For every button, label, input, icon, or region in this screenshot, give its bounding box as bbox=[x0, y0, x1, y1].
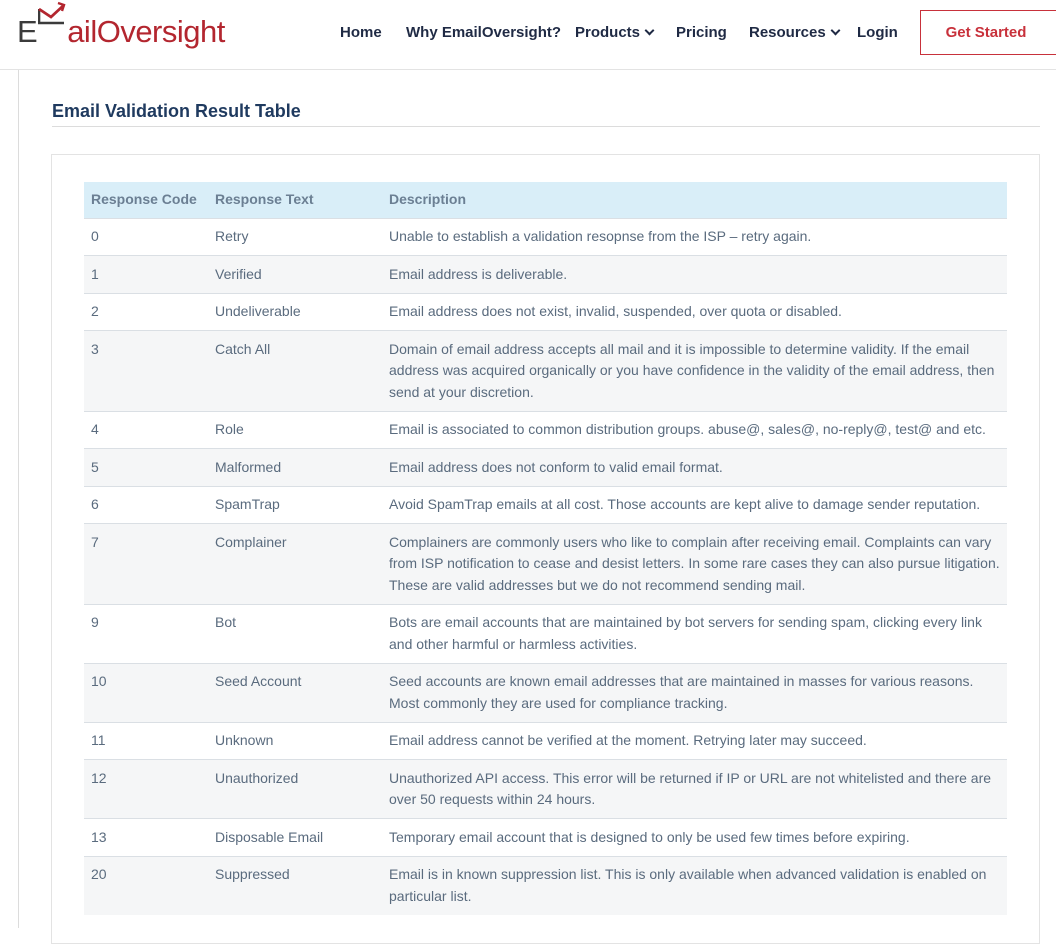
cell-text: Malformed bbox=[208, 449, 382, 487]
validation-result-table bbox=[84, 182, 1007, 915]
table-row bbox=[84, 256, 1007, 294]
table-row bbox=[84, 722, 1007, 760]
cell-text: Unauthorized bbox=[208, 760, 382, 819]
cell-text: Suppressed bbox=[208, 856, 382, 915]
cell-text: Role bbox=[208, 411, 382, 449]
table-row bbox=[84, 663, 1007, 722]
cell-code: 13 bbox=[84, 819, 208, 857]
cell-desc: Complainers are commonly users who like to complain after receiving email. Complaints can vary from ISP notification to cease and desist letters. In some rare cases they can also pursue litigation. These are valid addresses but we do not recommend sending mail. bbox=[382, 524, 1007, 605]
table-row bbox=[84, 856, 1007, 915]
cell-text: Catch All bbox=[208, 331, 382, 412]
cell-text: Complainer bbox=[208, 524, 382, 605]
cell-desc: Email address does not exist, invalid, suspended, over quota or disabled. bbox=[382, 293, 1007, 331]
table-row bbox=[84, 604, 1007, 663]
table-row bbox=[84, 411, 1007, 449]
cell-code: 5 bbox=[84, 449, 208, 487]
cell-desc: Unable to establish a validation resopnse from the ISP – retry again. bbox=[382, 218, 1007, 256]
table-row bbox=[84, 486, 1007, 524]
cell-text: Unknown bbox=[208, 722, 382, 760]
nav-products-label: Products bbox=[575, 24, 641, 41]
chevron-down-icon bbox=[830, 26, 840, 36]
title-divider bbox=[52, 126, 1040, 127]
cell-desc: Email address cannot be verified at the moment. Retrying later may succeed. bbox=[382, 722, 1007, 760]
cell-code: 20 bbox=[84, 856, 208, 915]
cell-text: SpamTrap bbox=[208, 486, 382, 524]
header-response-text: Response Text bbox=[208, 182, 382, 218]
cell-code: 0 bbox=[84, 218, 208, 256]
brand-logo[interactable] bbox=[17, 14, 225, 50]
cell-code: 4 bbox=[84, 411, 208, 449]
table-row bbox=[84, 449, 1007, 487]
cell-desc: Avoid SpamTrap emails at all cost. Those accounts are kept alive to damage sender reputation. bbox=[382, 486, 1007, 524]
table-header-row bbox=[84, 182, 1007, 218]
nav-resources-label: Resources bbox=[749, 24, 826, 41]
nav-resources[interactable] bbox=[749, 24, 839, 41]
cell-desc: Unauthorized API access. This error will be returned if IP or URL are not whitelisted and there are over 50 requests within 24 hours. bbox=[382, 760, 1007, 819]
cell-desc: Seed accounts are known email addresses that are maintained in masses for various reasons. Most commonly they are used for compliance tracking. bbox=[382, 663, 1007, 722]
cell-text: Bot bbox=[208, 604, 382, 663]
table-row bbox=[84, 218, 1007, 256]
cell-text: Undeliverable bbox=[208, 293, 382, 331]
cell-desc: Bots are email accounts that are maintained by bot servers for sending spam, clicking every link and other harmful or harmless activities. bbox=[382, 604, 1007, 663]
cell-code: 9 bbox=[84, 604, 208, 663]
cell-desc: Domain of email address accepts all mail and it is impossible to determine validity. If the email address was acquired organically or you have confidence in the validity of the email address, then send at your discretion. bbox=[382, 331, 1007, 412]
cell-desc: Email address is deliverable. bbox=[382, 256, 1007, 294]
cell-code: 10 bbox=[84, 663, 208, 722]
cell-code: 6 bbox=[84, 486, 208, 524]
logo-text-e: E bbox=[17, 14, 38, 49]
logo-text-oversight: Oversight bbox=[96, 14, 225, 49]
nav-home[interactable]: Home bbox=[340, 24, 382, 41]
logo-text-ail: ail bbox=[67, 14, 97, 49]
cell-text: Verified bbox=[208, 256, 382, 294]
cell-code: 2 bbox=[84, 293, 208, 331]
page-border bbox=[18, 70, 19, 928]
cell-code: 3 bbox=[84, 331, 208, 412]
nav-why-emailoversight[interactable]: Why EmailOversight? bbox=[406, 24, 562, 41]
cell-desc: Email address does not conform to valid email format. bbox=[382, 449, 1007, 487]
cell-text: Retry bbox=[208, 218, 382, 256]
cell-text: Seed Account bbox=[208, 663, 382, 722]
site-header bbox=[0, 0, 1056, 70]
header-response-code: Response Code bbox=[84, 182, 208, 218]
envelope-check-icon bbox=[38, 20, 66, 42]
cell-code: 12 bbox=[84, 760, 208, 819]
nav-login[interactable]: Login bbox=[857, 24, 898, 41]
table-row bbox=[84, 819, 1007, 857]
nav-pricing[interactable]: Pricing bbox=[676, 24, 727, 41]
cell-desc: Temporary email account that is designed to only be used few times before expiring. bbox=[382, 819, 1007, 857]
table-row bbox=[84, 760, 1007, 819]
cell-desc: Email is associated to common distribution groups. abuse@, sales@, no-reply@, test@ and etc. bbox=[382, 411, 1007, 449]
chevron-down-icon bbox=[645, 26, 655, 36]
header-description: Description bbox=[382, 182, 1007, 218]
cell-text: Disposable Email bbox=[208, 819, 382, 857]
cell-desc: Email is in known suppression list. This is only available when advanced validation is enabled on particular list. bbox=[382, 856, 1007, 915]
cell-code: 7 bbox=[84, 524, 208, 605]
table-row bbox=[84, 331, 1007, 412]
get-started-button[interactable]: Get Started bbox=[920, 10, 1056, 55]
table-row bbox=[84, 524, 1007, 605]
page-title: Email Validation Result Table bbox=[52, 101, 301, 121]
nav-products[interactable] bbox=[575, 24, 653, 41]
cell-code: 1 bbox=[84, 256, 208, 294]
cell-code: 11 bbox=[84, 722, 208, 760]
table-row bbox=[84, 293, 1007, 331]
